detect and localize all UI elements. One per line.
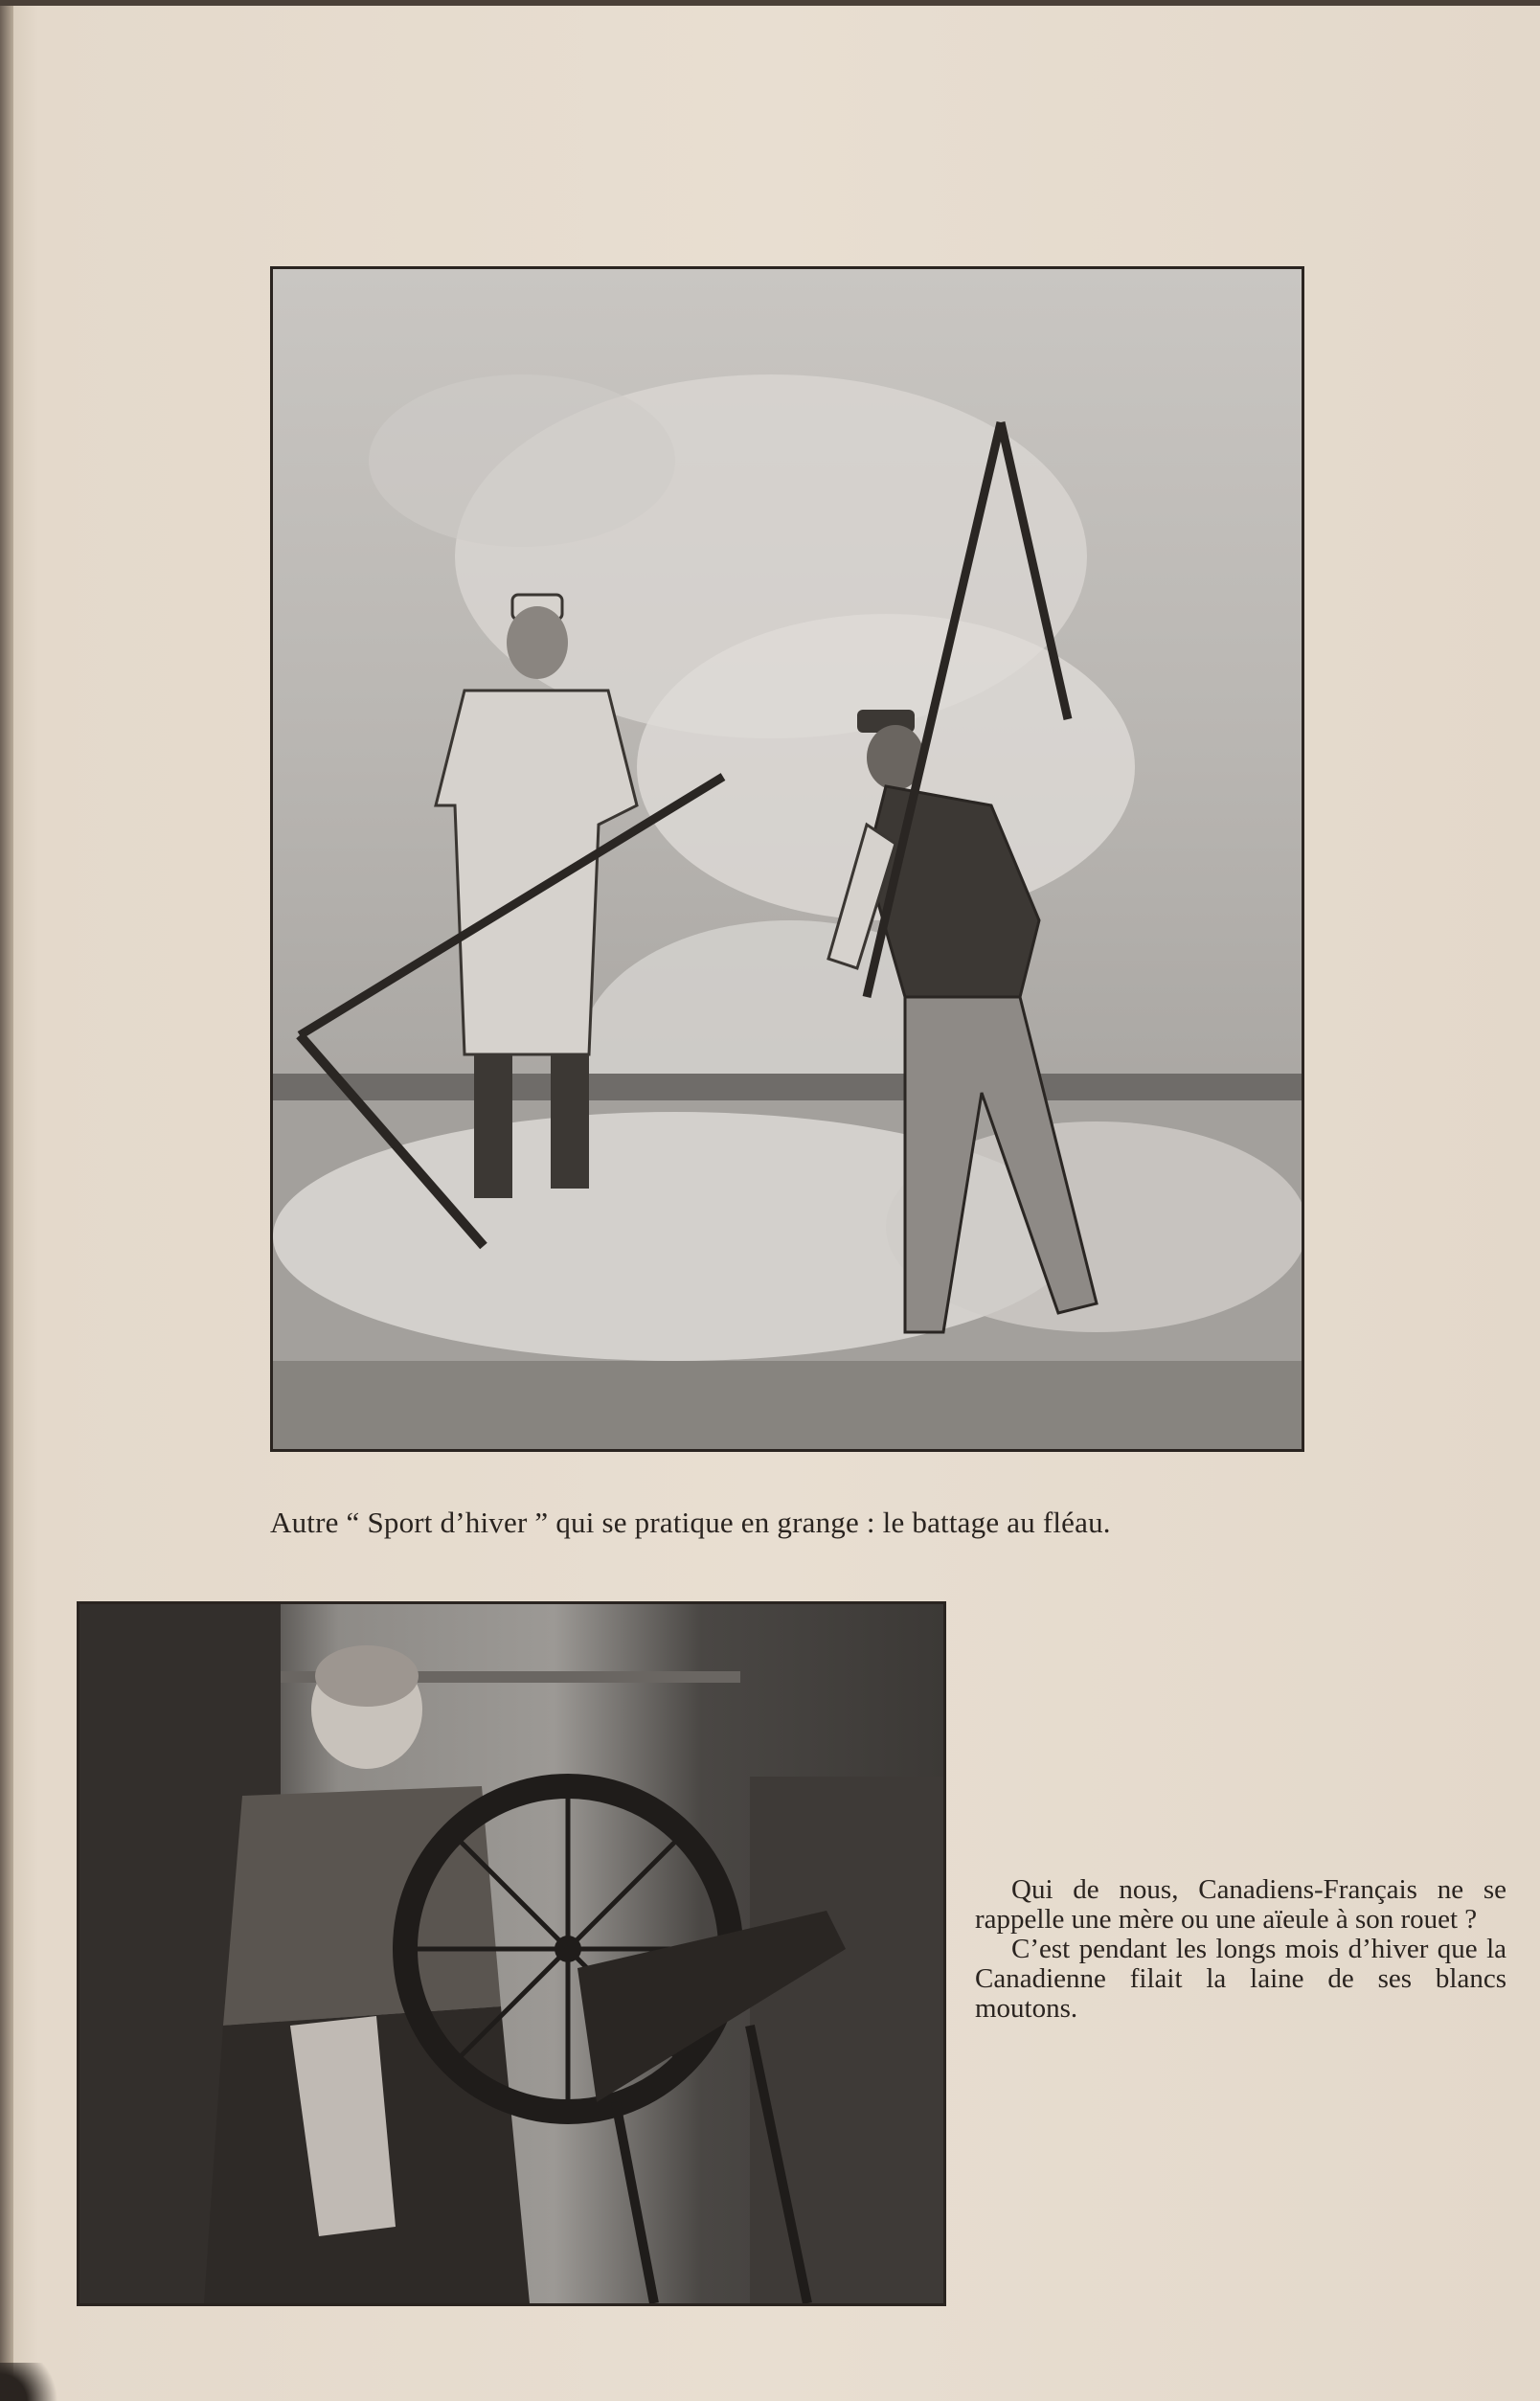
page-corner-shadow (0, 2363, 57, 2401)
threshing-photo (270, 266, 1304, 1452)
page-top-edge (0, 0, 1540, 6)
side-paragraph-2: C’est pendant les longs mois d’hiver que la Canadienne filait la laine de ses blancs moutons. (975, 1934, 1506, 2024)
side-paragraph-1: Qui de nous, Canadiens-Français ne se rappelle une mère ou une aïeule à son rouet ? (975, 1874, 1506, 1935)
woman-spinning-wheel-photo (79, 1604, 943, 2303)
page-edge (0, 0, 13, 2401)
photo-caption: Autre “ Sport d’hiver ” qui se pratique en grange : le battage au fléau. (270, 1506, 1111, 1539)
threshing-scene-illustration (273, 269, 1302, 1449)
side-text-block (975, 1875, 1506, 2024)
spinning-wheel-photo (77, 1601, 946, 2306)
